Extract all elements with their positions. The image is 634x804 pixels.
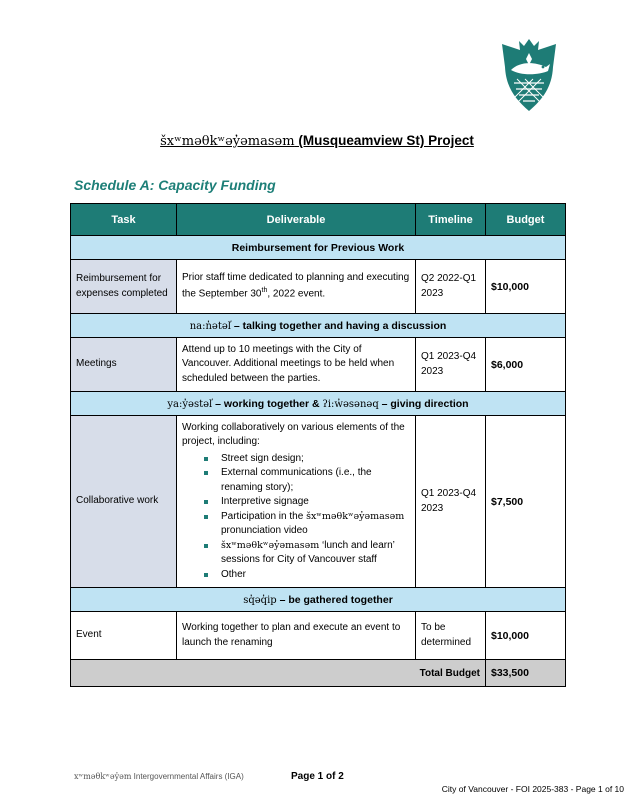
timeline-cell: Q2 2022-Q1 2023: [416, 260, 486, 314]
section-title: Reimbursement for Previous Work: [71, 236, 566, 260]
budget-cell: $10,000: [486, 612, 566, 660]
budget-cell: $10,000: [486, 260, 566, 314]
total-row: [71, 660, 566, 687]
section-title: sq̓əq̓ip – be gathered together: [71, 588, 566, 612]
deliverable-list: [182, 452, 410, 583]
timeline-cell: Q1 2023-Q4 2023: [416, 416, 486, 588]
total-label: Total Budget: [71, 660, 486, 687]
section-row: [71, 314, 566, 338]
list-item: Interpretive signage: [204, 495, 410, 510]
list-item: Other: [204, 568, 410, 583]
page-number: Page 1 of 2: [291, 771, 344, 782]
capacity-funding-table: [70, 203, 566, 687]
total-value: $33,500: [486, 660, 566, 687]
section-title: na:n̓ətəl̕ – talking together and having a discussion: [71, 314, 566, 338]
section-row: [71, 588, 566, 612]
table-row: [71, 416, 566, 588]
document-title: šxʷməθkʷəy̓əmasəm (Musqueamview St) Project: [160, 133, 474, 149]
musqueam-crest-icon: [499, 37, 559, 113]
list-item: šxʷməθkʷəy̓əmasəm ‘lunch and learn’ sessions for City of Vancouver staff: [204, 539, 410, 568]
task-cell: Collaborative work: [71, 416, 177, 588]
task-cell: Event: [71, 612, 177, 660]
header-budget: Budget: [486, 204, 566, 236]
deliverable-intro: Working collaboratively on various elements of the project, including:: [182, 421, 405, 448]
deliverable-cell: [177, 416, 416, 588]
task-cell: Reimbursement for expenses completed: [71, 260, 177, 314]
deliverable-cell: Working together to plan and execute an event to launch the renaming: [177, 612, 416, 660]
foi-stamp: City of Vancouver - FOI 2025-383 - Page 1 of 10: [441, 784, 624, 794]
deliverable-cell: Attend up to 10 meetings with the City of Vancouver. Additional meetings to be held when scheduled between the parties.: [177, 338, 416, 392]
header-task: Task: [71, 204, 177, 236]
list-item: Street sign design;: [204, 452, 410, 467]
table-row: [71, 260, 566, 314]
section-row: [71, 392, 566, 416]
schedule-heading: Schedule A: Capacity Funding: [74, 177, 276, 193]
budget-cell: $7,500: [486, 416, 566, 588]
timeline-cell: To be determined: [416, 612, 486, 660]
header-deliverable: Deliverable: [177, 204, 416, 236]
deliverable-cell: Prior staff time dedicated to planning and executing the September 30th, 2022 event.: [177, 260, 416, 314]
table-row: [71, 338, 566, 392]
timeline-cell: Q1 2023-Q4 2023: [416, 338, 486, 392]
task-cell: Meetings: [71, 338, 177, 392]
section-row: [71, 236, 566, 260]
footer-department: xʷməθkʷəy̓əm Intergovernmental Affairs (IGA): [74, 772, 244, 781]
table-header-row: [71, 204, 566, 236]
table-row: [71, 612, 566, 660]
list-item: External communications (i.e., the renaming story);: [204, 466, 410, 495]
section-title: ya:y̓əstəl̕ – working together & ʔi:w̓əsənəq – giving direction: [71, 392, 566, 416]
budget-cell: $6,000: [486, 338, 566, 392]
header-timeline: Timeline: [416, 204, 486, 236]
list-item: Participation in the šxʷməθkʷəy̓əmasəm pronunciation video: [204, 510, 410, 539]
